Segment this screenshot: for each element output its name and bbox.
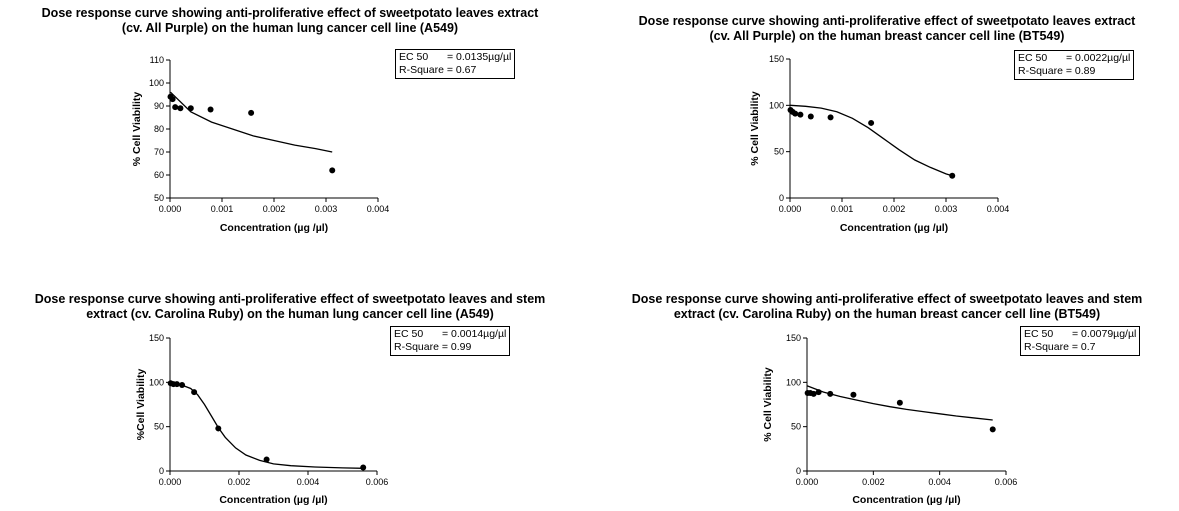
y-tick-label: 80 xyxy=(153,124,164,134)
data-point xyxy=(329,167,335,173)
data-point xyxy=(797,112,803,118)
data-point xyxy=(264,456,270,462)
data-point xyxy=(828,114,834,120)
data-point xyxy=(215,425,221,431)
y-tick-label: 50 xyxy=(153,193,164,203)
data-point xyxy=(174,381,180,387)
y-axis-label: % Cell Viability xyxy=(749,91,761,166)
y-tick-label: 50 xyxy=(790,421,801,432)
x-tick-label: 0.002 xyxy=(227,477,251,487)
x-tick-label: 0.000 xyxy=(158,204,182,214)
y-tick-label: 90 xyxy=(153,101,164,111)
x-tick-label: 0.004 xyxy=(928,477,951,487)
x-axis-label: Concentration (µg /µl) xyxy=(852,494,961,506)
chart-title-line-2: (cv. All Purple) on the human lung cancer cell line (A549) xyxy=(121,21,459,35)
data-point xyxy=(897,400,903,406)
x-tick-label: 0.002 xyxy=(862,477,885,487)
y-tick-label: 150 xyxy=(768,54,784,64)
x-tick-label: 0.001 xyxy=(210,204,234,214)
x-tick-label: 0.000 xyxy=(795,477,819,487)
legend-ec50-value: = 0.0014µg/µl xyxy=(442,328,507,340)
data-point xyxy=(949,173,955,179)
data-point xyxy=(170,96,176,102)
chart-panel-a549-carolina-ruby xyxy=(0,288,580,511)
chart-title-line-2: extract (cv. Carolina Ruby) on the human lung cancer cell line (A549) xyxy=(86,307,494,321)
chart-title-line-2: extract (cv. Carolina Ruby) on the human breast cancer cell line (BT549) xyxy=(673,307,1101,321)
y-tick-label: 100 xyxy=(768,100,784,111)
x-tick-label: 0.002 xyxy=(262,204,286,214)
chart-legend xyxy=(1020,326,1140,356)
chart-title-line-1: Dose response curve showing anti-proliferative effect of sweetpotato leaves and stem xyxy=(34,292,546,306)
y-tick-label: 0 xyxy=(795,466,801,476)
data-point xyxy=(179,382,185,388)
y-tick-label: 100 xyxy=(148,377,164,388)
x-tick-label: 0.003 xyxy=(934,204,958,214)
chart-title-line-1: Dose response curve showing anti-proliferative effect of sweetpotato leaves extract xyxy=(41,6,539,20)
legend-r-square: R-Square = 0.89 xyxy=(1018,65,1096,77)
fit-curve xyxy=(791,105,953,176)
legend-ec50-value: = 0.0135µg/µl xyxy=(447,51,512,63)
chart-plot xyxy=(0,0,580,250)
legend-ec50-value: = 0.0022µg/µl xyxy=(1066,52,1131,64)
data-point xyxy=(827,391,833,397)
data-point xyxy=(816,389,822,395)
data-point xyxy=(248,110,254,116)
x-tick-label: 0.006 xyxy=(994,477,1018,487)
x-tick-label: 0.006 xyxy=(365,477,389,487)
x-tick-label: 0.003 xyxy=(314,204,338,214)
legend-ec50-value: = 0.0079µg/µl xyxy=(1072,328,1137,340)
legend-ec50-label: EC 50 xyxy=(394,328,424,340)
y-tick-label: 150 xyxy=(148,333,164,343)
x-axis-label: Concentration (µg /µl) xyxy=(219,222,329,234)
data-point xyxy=(172,104,178,110)
chart-legend xyxy=(1014,50,1134,80)
chart-legend xyxy=(395,49,515,79)
chart-title-line-1: Dose response curve showing anti-proliferative effect of sweetpotato leaves extract xyxy=(638,14,1136,28)
x-tick-label: 0.002 xyxy=(882,204,906,214)
legend-r-square: R-Square = 0.67 xyxy=(399,64,477,76)
x-tick-label: 0.001 xyxy=(830,204,854,214)
x-axis-label: Concentration (µg /µl) xyxy=(219,494,328,506)
legend-ec50-label: EC 50 xyxy=(399,51,429,63)
fit-curve xyxy=(171,92,333,152)
x-axis-label: Concentration (µg /µl) xyxy=(839,222,949,234)
y-tick-label: 0 xyxy=(778,193,784,203)
data-point xyxy=(208,106,214,112)
legend-ec50-label: EC 50 xyxy=(1024,328,1054,340)
y-tick-label: 50 xyxy=(153,421,164,432)
x-tick-label: 0.004 xyxy=(986,204,1010,214)
y-tick-label: 150 xyxy=(785,333,801,343)
x-tick-label: 0.000 xyxy=(778,204,802,214)
x-tick-label: 0.004 xyxy=(296,477,320,487)
chart-legend xyxy=(390,326,510,356)
data-point xyxy=(792,111,798,117)
x-tick-label: 0.000 xyxy=(158,477,182,487)
y-tick-label: 110 xyxy=(149,55,164,65)
fit-curve xyxy=(170,383,363,468)
chart-plot xyxy=(595,288,1179,511)
chart-panel-bt549-carolina-ruby xyxy=(595,288,1179,511)
y-tick-label: 70 xyxy=(153,147,164,157)
y-axis-label: % Cell Viability xyxy=(131,91,143,167)
y-tick-label: 60 xyxy=(153,170,164,180)
data-point xyxy=(850,392,856,398)
data-point xyxy=(177,105,183,111)
chart-panel-bt549-all-purple xyxy=(595,0,1179,250)
data-point xyxy=(990,426,996,432)
chart-plot xyxy=(595,0,1179,250)
y-tick-label: 100 xyxy=(148,78,164,88)
data-point xyxy=(191,389,197,395)
legend-r-square: R-Square = 0.7 xyxy=(1024,341,1096,353)
data-point xyxy=(868,120,874,126)
legend-ec50-label: EC 50 xyxy=(1018,52,1048,64)
chart-title-line-1: Dose response curve showing anti-proliferative effect of sweetpotato leaves and stem xyxy=(631,292,1143,306)
data-point xyxy=(360,464,366,470)
chart-plot xyxy=(0,288,580,511)
chart-title-line-2: (cv. All Purple) on the human breast cancer cell line (BT549) xyxy=(709,29,1065,43)
x-tick-label: 0.004 xyxy=(366,204,390,214)
y-axis-label: %Cell Viability xyxy=(135,368,147,441)
data-point xyxy=(188,105,194,111)
chart-panel-a549-all-purple xyxy=(0,0,580,250)
y-tick-label: 50 xyxy=(773,146,784,157)
y-tick-label: 0 xyxy=(158,466,164,476)
data-point xyxy=(808,113,814,119)
y-axis-label: % Cell Viability xyxy=(762,367,774,442)
legend-r-square: R-Square = 0.99 xyxy=(394,341,472,353)
y-tick-label: 100 xyxy=(785,377,801,388)
